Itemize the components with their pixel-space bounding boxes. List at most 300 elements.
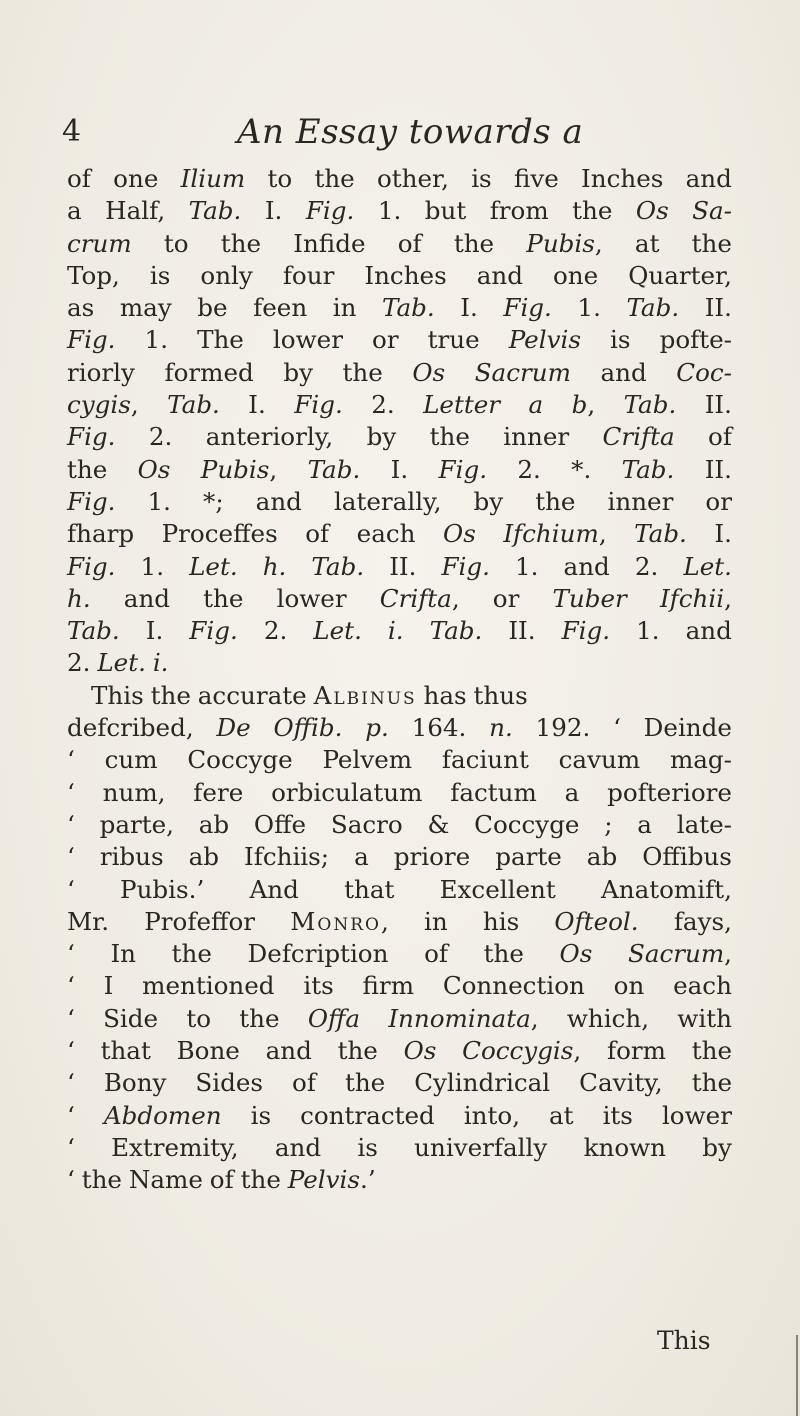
- word: Cylindrical: [414, 1068, 551, 1098]
- word: with: [677, 1003, 732, 1033]
- word: I.: [714, 519, 732, 549]
- word: only: [200, 260, 253, 290]
- word: the: [572, 196, 613, 226]
- word: but: [424, 196, 467, 226]
- word: Bone: [176, 1036, 240, 1066]
- word: defcribed,: [67, 713, 194, 743]
- word: Bony: [103, 1068, 167, 1098]
- word: Tab.: [67, 616, 120, 646]
- word: i.: [152, 648, 169, 678]
- word: Let.: [189, 551, 238, 581]
- word: lower: [276, 583, 347, 613]
- text-line: [67, 1035, 732, 1067]
- word: of: [305, 519, 330, 549]
- word: 1.: [140, 551, 165, 581]
- word: Offib.: [273, 713, 343, 743]
- word: Fig.: [561, 616, 611, 646]
- word: I: [103, 971, 114, 1001]
- word: b,: [571, 390, 596, 420]
- word: of: [397, 228, 422, 258]
- word: 1.: [377, 196, 402, 226]
- word: the: [429, 422, 470, 452]
- word: a: [67, 196, 82, 226]
- word: Innominata,: [388, 1003, 539, 1033]
- word: fharp: [67, 519, 135, 549]
- word: ab: [188, 842, 220, 872]
- word: Extremity,: [111, 1132, 239, 1162]
- word: 1.: [577, 293, 601, 323]
- text-line: [67, 744, 732, 776]
- word: faciunt: [441, 745, 529, 775]
- page-header: [62, 112, 712, 152]
- word: the: [81, 1165, 122, 1195]
- word: II.: [704, 454, 732, 484]
- word: Tab.: [429, 616, 483, 646]
- word: Sides: [195, 1068, 264, 1098]
- word: and: [274, 1132, 322, 1162]
- word: ‘: [67, 745, 75, 775]
- word: Excellent: [439, 874, 556, 904]
- word: Coccyge: [474, 809, 580, 839]
- word: ‘: [67, 971, 75, 1001]
- word: Anatomift,: [600, 874, 732, 904]
- word: Fig.: [305, 196, 355, 226]
- word: formed: [164, 357, 254, 387]
- word: Tab.: [623, 390, 677, 420]
- word: 2.: [371, 390, 395, 420]
- word: Tab.: [634, 519, 687, 549]
- word: 2.: [67, 648, 91, 678]
- word: has: [423, 680, 467, 710]
- word: accurate: [197, 680, 307, 710]
- word: Top,: [67, 260, 120, 290]
- word: the: [220, 228, 262, 258]
- word: Os: [635, 196, 669, 226]
- word: a: [637, 809, 652, 839]
- word: lower: [661, 1100, 732, 1130]
- word: Os: [559, 939, 593, 969]
- word: i.: [387, 616, 404, 646]
- word: II.: [508, 616, 536, 646]
- text-line: [67, 874, 732, 906]
- word: crum: [67, 228, 132, 258]
- word: which,: [566, 1003, 650, 1033]
- word: ‘: [67, 1132, 75, 1162]
- word: in: [332, 293, 357, 323]
- text-line: [67, 228, 732, 260]
- word: 2.: [634, 551, 659, 581]
- word: Let.: [313, 616, 362, 646]
- word: and: [476, 260, 523, 290]
- word: I.: [460, 293, 478, 323]
- word: and: [685, 616, 732, 646]
- word: parte: [495, 842, 562, 872]
- word: This: [91, 680, 144, 710]
- word: in: [424, 906, 448, 936]
- text-line: [67, 841, 732, 873]
- word: ‘: [67, 1036, 75, 1066]
- word: contracted: [300, 1100, 435, 1130]
- word: its: [303, 971, 334, 1001]
- word: form: [606, 1036, 666, 1066]
- catchword: This: [657, 1326, 711, 1355]
- word: h.: [262, 551, 287, 581]
- word: 1.: [147, 486, 171, 516]
- word: Tab.: [311, 551, 365, 581]
- word: ;: [604, 809, 613, 839]
- word: is: [149, 260, 171, 290]
- text-line: [67, 777, 732, 809]
- word: to: [267, 164, 293, 193]
- word: at: [634, 228, 660, 258]
- word: p.: [365, 713, 389, 743]
- word: Fig.: [294, 390, 343, 420]
- word: Tab.: [188, 196, 242, 226]
- word: Pubis,: [526, 228, 603, 258]
- word: the: [691, 1068, 732, 1098]
- word: Fig.: [441, 551, 490, 581]
- text-line: [67, 324, 732, 356]
- word: the: [203, 583, 244, 613]
- word: 1.: [636, 616, 660, 646]
- text-line: [67, 551, 732, 583]
- word: Let.: [683, 551, 732, 581]
- word: Albinus: [313, 680, 417, 710]
- word: the: [342, 357, 383, 387]
- word: Inches: [581, 164, 664, 193]
- word: riorly: [67, 357, 135, 387]
- word: of: [292, 1068, 316, 1098]
- word: Pelvem: [322, 745, 413, 775]
- word: II.: [389, 551, 417, 581]
- word: Sacrum,: [627, 939, 732, 969]
- word: of: [708, 422, 732, 452]
- word: true: [427, 325, 480, 355]
- text-line: [67, 1003, 732, 1035]
- word: Connection: [442, 971, 585, 1001]
- word: univerfally: [414, 1132, 548, 1162]
- word: be: [197, 293, 228, 323]
- word: *;: [203, 486, 224, 516]
- word: Mr.: [67, 906, 110, 936]
- word: ‘: [67, 939, 75, 969]
- word: pofteriore: [607, 777, 732, 807]
- word: late-: [676, 809, 732, 839]
- word: Ilium: [180, 164, 246, 193]
- word: to: [186, 1003, 212, 1033]
- word: Pubis,: [200, 454, 278, 484]
- word: Sacrum: [474, 357, 571, 387]
- word: one: [113, 164, 159, 193]
- word: Tab.: [167, 390, 220, 420]
- word: a: [354, 842, 369, 872]
- word: to: [163, 228, 189, 258]
- word: fays,: [673, 906, 732, 936]
- word: by: [473, 486, 504, 516]
- word: at: [549, 1100, 574, 1130]
- word: The: [197, 325, 244, 355]
- text-line: [67, 712, 732, 744]
- word: and: [600, 357, 647, 387]
- word: is: [357, 1132, 378, 1162]
- word: the: [67, 454, 108, 484]
- text-line: [67, 260, 732, 292]
- word: Side: [103, 1003, 159, 1033]
- word: ‘: [67, 1165, 75, 1195]
- word: I.: [264, 196, 283, 226]
- word: Sa-: [692, 196, 732, 226]
- word: num,: [102, 777, 166, 807]
- word: Cavity,: [579, 1068, 663, 1098]
- word: &: [427, 809, 450, 839]
- word: the: [239, 1003, 280, 1033]
- word: Tab.: [621, 454, 675, 484]
- word: 1.: [515, 551, 539, 581]
- word: factum: [450, 777, 537, 807]
- word: ‘: [67, 1068, 75, 1098]
- word: that: [100, 1036, 151, 1066]
- word: of: [67, 164, 91, 193]
- word: ribus: [99, 842, 164, 872]
- word: Infide: [293, 228, 366, 258]
- word: from: [489, 196, 549, 226]
- word: Ifchium,: [503, 519, 607, 549]
- word: his: [482, 906, 520, 936]
- word: pofte-: [659, 325, 732, 355]
- word: Offa: [307, 1003, 361, 1033]
- word: and: [685, 164, 732, 193]
- word: firm: [362, 971, 415, 1001]
- word: Fig.: [67, 422, 116, 452]
- word: Let.: [97, 648, 146, 678]
- word: is: [471, 164, 492, 193]
- page-number: 4: [62, 114, 82, 149]
- text-line: [67, 421, 732, 453]
- word: or: [492, 583, 520, 613]
- word: n.: [489, 713, 513, 743]
- word: and: [265, 1036, 312, 1066]
- word: five: [513, 164, 559, 193]
- word: 1.: [144, 325, 169, 355]
- text-line: [67, 809, 732, 841]
- word: feen: [253, 293, 308, 323]
- text-line: [67, 647, 732, 679]
- word: Fig.: [67, 486, 116, 516]
- word: its: [602, 1100, 633, 1130]
- word: is: [610, 325, 631, 355]
- text-line: [67, 906, 732, 938]
- word: *.: [571, 454, 592, 484]
- word: Pelvis: [508, 325, 581, 355]
- word: that: [344, 874, 395, 904]
- word: ‘: [613, 713, 621, 743]
- word: ‘: [67, 874, 75, 904]
- word: may: [119, 293, 172, 323]
- word: parte,: [99, 809, 174, 839]
- word: 2.: [148, 422, 173, 452]
- text-line: [67, 938, 732, 970]
- word: inner: [503, 422, 570, 452]
- word: a: [528, 390, 544, 420]
- word: II.: [704, 390, 732, 420]
- word: Tab.: [382, 293, 435, 323]
- word: 164.: [411, 713, 467, 743]
- word: orbiculatum: [271, 777, 423, 807]
- word: Letter: [423, 390, 501, 420]
- word: as: [67, 293, 95, 323]
- text-line: [67, 615, 732, 647]
- text-line: [67, 389, 732, 421]
- word: Inches: [364, 260, 447, 290]
- word: cygis,: [67, 390, 139, 420]
- text-line: [67, 195, 732, 227]
- word: mag-: [669, 745, 732, 775]
- word: Crifta: [602, 422, 675, 452]
- word: and: [255, 486, 302, 516]
- word: laterally,: [333, 486, 442, 516]
- word: inner: [607, 486, 674, 516]
- word: Fig.: [67, 551, 116, 581]
- word: on: [613, 971, 645, 1001]
- text-line: [67, 680, 732, 712]
- word: ‘: [67, 1003, 75, 1033]
- word: Defcription: [247, 939, 389, 969]
- word: I.: [145, 616, 164, 646]
- word: the: [171, 939, 212, 969]
- word: other,: [376, 164, 449, 193]
- text-line: [67, 357, 732, 389]
- word: the: [344, 1068, 386, 1098]
- word: by: [702, 1132, 732, 1162]
- word: of: [209, 1165, 234, 1195]
- word: ‘: [67, 777, 75, 807]
- word: Ifchii,: [659, 583, 732, 613]
- page-edge-rule: [796, 1335, 798, 1416]
- word: Fig.: [503, 293, 552, 323]
- word: Fig.: [67, 325, 116, 355]
- word: ‘: [67, 842, 75, 872]
- text-line: [67, 1100, 732, 1132]
- word: I.: [248, 390, 266, 420]
- word: fere: [193, 777, 244, 807]
- word: ab: [198, 809, 230, 839]
- word: Coccygis,: [462, 1036, 582, 1066]
- text-line: [67, 1164, 732, 1196]
- text-line: [67, 583, 732, 615]
- word: Fig.: [438, 454, 488, 484]
- word: the: [150, 680, 191, 710]
- text-line: [67, 1132, 732, 1164]
- running-head: An Essay towards a: [237, 112, 584, 152]
- word: Offe: [253, 809, 307, 839]
- word: Name: [128, 1165, 203, 1195]
- word: the: [337, 1036, 378, 1066]
- word: the: [453, 228, 495, 258]
- text-line: [67, 970, 732, 1002]
- word: Ofteol.: [554, 906, 639, 936]
- word: ‘: [67, 1100, 75, 1130]
- word: Proceffes: [161, 519, 278, 549]
- word: Ifchiis;: [244, 842, 330, 872]
- word: the: [691, 228, 732, 258]
- word: and: [123, 583, 171, 613]
- word: Profeffor: [144, 906, 256, 936]
- text-line: [67, 486, 732, 518]
- word: Tab.: [307, 454, 361, 484]
- word: Offibus: [642, 842, 732, 872]
- word: In: [110, 939, 137, 969]
- word: by: [283, 357, 313, 387]
- word: into,: [463, 1100, 521, 1130]
- word: Coccyge: [187, 745, 293, 775]
- word: the: [240, 1165, 281, 1195]
- text-line: [67, 292, 732, 324]
- word: ab: [586, 842, 618, 872]
- word: or: [705, 486, 732, 516]
- word: Tab.: [626, 293, 680, 323]
- word: Quarter,: [628, 260, 732, 290]
- word: the: [691, 1036, 732, 1066]
- word: thus: [473, 680, 528, 710]
- word: of: [424, 939, 449, 969]
- word: Os: [403, 1036, 437, 1066]
- word: And: [249, 874, 299, 904]
- word: Coc-: [676, 357, 732, 387]
- word: anteriorly,: [205, 422, 334, 452]
- body-text: [67, 163, 732, 1197]
- word: I.: [390, 454, 409, 484]
- word: ‘: [67, 809, 75, 839]
- word: or: [372, 325, 399, 355]
- word: one: [552, 260, 599, 290]
- word: mentioned: [142, 971, 275, 1001]
- word: Pubis.’: [120, 874, 205, 904]
- word: Os: [137, 454, 171, 484]
- word: the: [314, 164, 355, 193]
- word: the: [483, 939, 524, 969]
- word: lower: [272, 325, 343, 355]
- word: h.: [67, 583, 91, 613]
- word: cavum: [558, 745, 641, 775]
- word: each: [673, 971, 732, 1001]
- word: Monro,: [290, 906, 389, 936]
- word: Os: [443, 519, 476, 549]
- word: is: [250, 1100, 272, 1130]
- word: Sacro: [330, 809, 403, 839]
- word: Abdomen: [103, 1100, 222, 1130]
- word: II.: [704, 293, 732, 323]
- word: Half,: [105, 196, 166, 226]
- word: Deinde: [643, 713, 732, 743]
- text-line: [67, 163, 732, 195]
- text-line: [67, 518, 732, 550]
- word: a: [564, 777, 580, 807]
- word: Fig.: [189, 616, 238, 646]
- word: Tuber: [552, 583, 627, 613]
- word: four: [282, 260, 335, 290]
- word: 2.: [517, 454, 541, 484]
- text-line: [67, 454, 732, 486]
- word: cum: [104, 745, 158, 775]
- word: Crifta,: [379, 583, 460, 613]
- text-line: [67, 1067, 732, 1099]
- word: the: [535, 486, 576, 516]
- word: priore: [393, 842, 471, 872]
- word: by: [366, 422, 397, 452]
- word: and: [563, 551, 610, 581]
- word: De: [216, 713, 251, 743]
- word: 2.: [263, 616, 288, 646]
